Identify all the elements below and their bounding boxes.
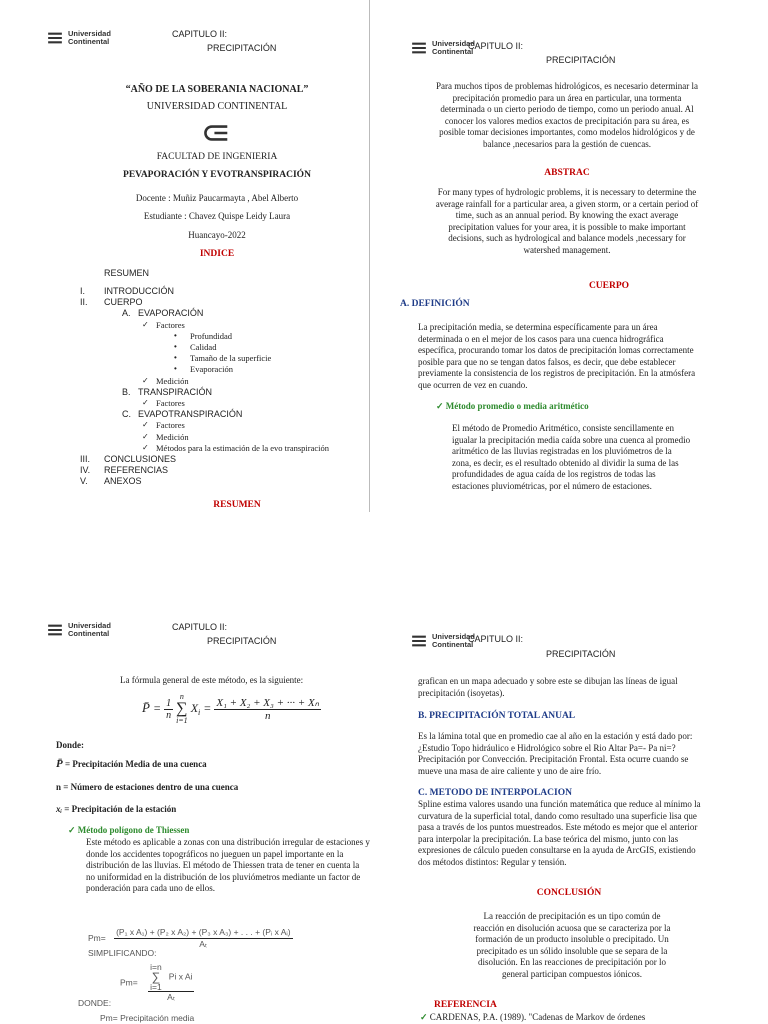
- student: Estudiante : Chavez Quispe Leidy Laura: [143, 211, 291, 221]
- def-mean: P̄ = Precipitación Media de una cuenca: [56, 758, 207, 770]
- toc-item: INTRODUCCIÓN: [104, 286, 174, 296]
- toc-item: Profundidad: [190, 330, 233, 341]
- motto: “AÑO DE LA SOBERANIA NACIONAL”: [125, 84, 309, 95]
- method-paragraph: El método de Promedio Aritmético, consiste sencillamente en igualar la precipitación media caída sobre una cuenca al promedio aritmético de las lluvias registradas en los pluviómetros de la zona, es decir, es el resultado obtenido al dividir la suma de las profundidades de agua caída de los registros de todas las estaciones pluviométricas, por el número de estaciones.: [452, 423, 691, 491]
- section-c-heading: C. METODO DE INTERPOLACION: [418, 788, 572, 798]
- page-1: [0, 0, 384, 512]
- subject-label: PRECIPITACIÓN: [546, 649, 616, 659]
- toc-item: Tamaño de la superficie: [190, 353, 272, 364]
- toc-bullet: ✓: [142, 420, 149, 430]
- university-logo: Universidad Continental: [46, 30, 111, 46]
- toc-item: EVAPOTRANSPIRACIÓN: [138, 409, 243, 420]
- pm-definition: Pm= Precipitación media: [100, 1013, 195, 1023]
- pm-simplified: Pm= i=n ∑ i=1 Pi x Ai Aₜ: [120, 962, 193, 1002]
- chapter-label: CAPITULO II:: [172, 29, 228, 39]
- toc-resumen: RESUMEN: [104, 268, 150, 278]
- toc-bullet: I.: [80, 286, 86, 296]
- check-icon: ✓: [68, 825, 76, 835]
- university-name: UNIVERSIDAD CONTINENTAL: [146, 101, 288, 112]
- toc-bullet: III.: [80, 454, 91, 464]
- index-heading: INDICE: [199, 249, 235, 259]
- toc-item: TRANSPIRACIÓN: [138, 386, 213, 397]
- toc-bullet: ✓: [142, 442, 149, 452]
- toc-bullet: B.: [122, 386, 131, 397]
- toc-bullet: ✓: [142, 431, 149, 441]
- def-xi: xᵢ = Precipitación de la estación: [56, 804, 177, 814]
- toc-item: Medición: [156, 431, 189, 442]
- subject-label: PRECIPITACIÓN: [207, 43, 277, 53]
- toc-item: Factores: [156, 319, 185, 330]
- def-n: n = Número de estaciones dentro de una cuenca: [56, 782, 239, 792]
- continental-logo-icon: [46, 624, 64, 636]
- toc-bullet: •: [174, 342, 177, 351]
- pm-formula: Pm= $\frac{\text{(P₁ x A₁) + (P₂ x A₂) + (P₃ x A₃) + . . . + (Pᵢ x Aᵢ)}}{\text{Aₜ}}$: [88, 927, 291, 949]
- conclusion-heading: CONCLUSIÓN: [536, 888, 602, 898]
- toc-bullet: •: [174, 330, 177, 340]
- chapter-label: CAPITULO II:: [468, 634, 524, 644]
- section-b-paragraph: Es la lámina total que en promedio cae al año en la estación y está dado por: ¿Estudio Topo hidráulico e Hidrológico sobre el Rio Altar Pa=- Pa ni=? Precipitación por Convección. Precipitación Frontal. Esta ocurre cuando se mueve una masa de aire caliente y uno de aire frío.: [418, 731, 693, 776]
- university-logo: Universidad Continental: [46, 622, 111, 638]
- formula-intro: La fórmula general de este método, es la siguiente:: [120, 675, 304, 685]
- section-b-heading: B. PRECIPITACIÓN TOTAL ANUAL: [418, 711, 576, 721]
- toc-item: ANEXOS: [104, 476, 142, 487]
- toc-bullet: ✓: [142, 398, 149, 407]
- where-label: Donde:: [56, 740, 85, 750]
- page-divider: [369, 0, 370, 512]
- page-4: [384, 512, 768, 1024]
- university-logo: Universidad Continental: [410, 633, 475, 649]
- toc-item: CUERPO: [104, 297, 143, 308]
- check-icon: ✓: [420, 1012, 428, 1022]
- isoyetas-paragraph: grafican en un mapa adecuado y sobre este se dibujan las líneas de igual precipitación (isoyetas).: [418, 676, 678, 698]
- abstract-heading: ABSTRAC: [544, 168, 590, 178]
- toc-item: Factores: [156, 398, 185, 408]
- method-arithmetic: ✓ Método promedio o media aritmético: [436, 401, 589, 411]
- where-label-2: DONDE:: [78, 998, 112, 1008]
- section-c-paragraph: Spline estima valores usando una función matemática que reduce al mínimo la curvatura de la superficial total, dando como resultado una superficie lisa que pasa a través de los puntos muestreados. Este método es mejor que el anterior para interpolar la precipitación. La base teórica del mismo, junto con las expresiones de cálculo pueden consultarse en la ayuda de ArcGIS, existiendo dos métodos distintos: Regular y tensión.: [418, 799, 701, 867]
- reference-heading: REFERENCIA: [434, 1000, 497, 1010]
- subject-label: PRECIPITACIÓN: [207, 636, 277, 646]
- toc-item: Métodos para la estimación de la evo transpiración: [156, 442, 330, 453]
- intro-paragraph: Para muchos tipos de problemas hidrológicos, es necesario determinar la precipitación promedio para un área en particular, una tormenta determinada o un cierto periodo de tiempo, como un periodo anual. Al conocer los valores medios exactos de precipitación para su área, es posible tomar decisiones importantes, como modelos hidrológicos y de balance ,necesarios para la gestión de cuencas.: [436, 81, 698, 149]
- page-3: [0, 512, 384, 1024]
- toc-item: Factores: [156, 420, 185, 431]
- continental-logo-icon: [410, 42, 428, 54]
- toc-item: EVAPORACIÓN: [138, 308, 204, 319]
- definition-paragraph: La precipitación media, se determina específicamente para un área determinada o en el mejor de los casos para una cuenca hidrográfica específica, procurando tomar los datos de precipitación lomas correctamente posible para que no se tengan datos falsos, es decir, que debe establecer previamente la consistencia de los registros de precipitación. En la atmósfera que ocurren de vez en cuando.: [418, 322, 696, 390]
- toc-bullet: IV.: [80, 465, 91, 476]
- topic: PEVAPORACIÓN Y EVOTRANSPIRACIÓN: [123, 170, 311, 180]
- section-a-heading: A. DEFINICIÓN: [400, 299, 470, 309]
- teacher: Docente : Muñiz Paucarmayta , Abel Alberto: [135, 193, 299, 203]
- toc-item: REFERENCIAS: [104, 465, 169, 476]
- chapter-label: CAPITULO II:: [172, 622, 228, 632]
- toc-item: CONCLUSIONES: [104, 454, 177, 464]
- toc-bullet: C.: [122, 409, 131, 420]
- faculty: FACULTAD DE INGENIERIA: [156, 152, 278, 162]
- subject-label: PRECIPITACIÓN: [546, 55, 616, 65]
- continental-logo-icon: [46, 32, 64, 44]
- toc-bullet: ✓: [142, 375, 149, 385]
- simplify-label: SIMPLIFICANDO:: [88, 948, 157, 958]
- toc-item: Medición: [156, 375, 189, 386]
- toc-bullet: •: [174, 353, 177, 363]
- continental-logo-icon: [410, 635, 428, 647]
- place-year: Huancayo-2022: [188, 230, 246, 240]
- toc-bullet: V.: [80, 476, 88, 487]
- body-heading: CUERPO: [588, 281, 630, 291]
- reference-item: ✓ CARDENAS, P.A. (1989). "Cadenas de Markov de órdenes: [420, 1012, 646, 1022]
- thiessen-paragraph: Este método es aplicable a zonas con una distribución irregular de estaciones y donde los accidentes topográficos no jueguen un papel importante en la distribución de las lluvias. El método de Thiessen trata de tener en cuenta la no uniformidad en la distribución de los pluviómetros mediante un factor de ponderación para cada uno de ellos.: [86, 837, 370, 893]
- chapter-label: CAPITULO II:: [468, 41, 524, 51]
- conclusion-paragraph: La reacción de precipitación es un tipo común de reacción en disolución acuosa que se caracteriza por la formación de un producto insoluble o precipitado. Un precipitado es un sólido insoluble que se separa de la disolución. En las reacciones de precipitación por lo general participan compuestos iónicos.: [473, 911, 671, 979]
- continental-logo-icon: [204, 124, 230, 142]
- university-logo: Universidad Continental: [410, 40, 475, 56]
- toc-bullet: II.: [80, 297, 88, 308]
- toc-item: Calidad: [190, 342, 217, 352]
- toc-bullet: A.: [122, 308, 131, 319]
- toc-bullet: ✓: [142, 319, 149, 329]
- mean-formula: P̄ = $\frac{1}{n}$ n ∑ i=1 $X_i$ = $\frac{\text{X₁ + X₂ + X₃ + ··· + Xₙ}}{n}$: [142, 692, 320, 725]
- resumen-heading: RESUMEN: [213, 500, 261, 510]
- toc-item: Evaporación: [190, 364, 233, 375]
- check-icon: ✓: [436, 401, 444, 411]
- method-thiessen: ✓ Método polígono de Thiessen: [68, 825, 190, 835]
- abstract-paragraph: For many types of hydrologic problems, it is necessary to determine the average rainfall for a particular area, a given storm, or a certain period of time, such as an annual period. By knowing the exact average precipitation values for your area, it is possible to make important decisions, such as hydrological and balance models ,necessary for watershed management.: [435, 187, 699, 255]
- page-2: [384, 0, 768, 512]
- toc-bullet: •: [174, 364, 177, 374]
